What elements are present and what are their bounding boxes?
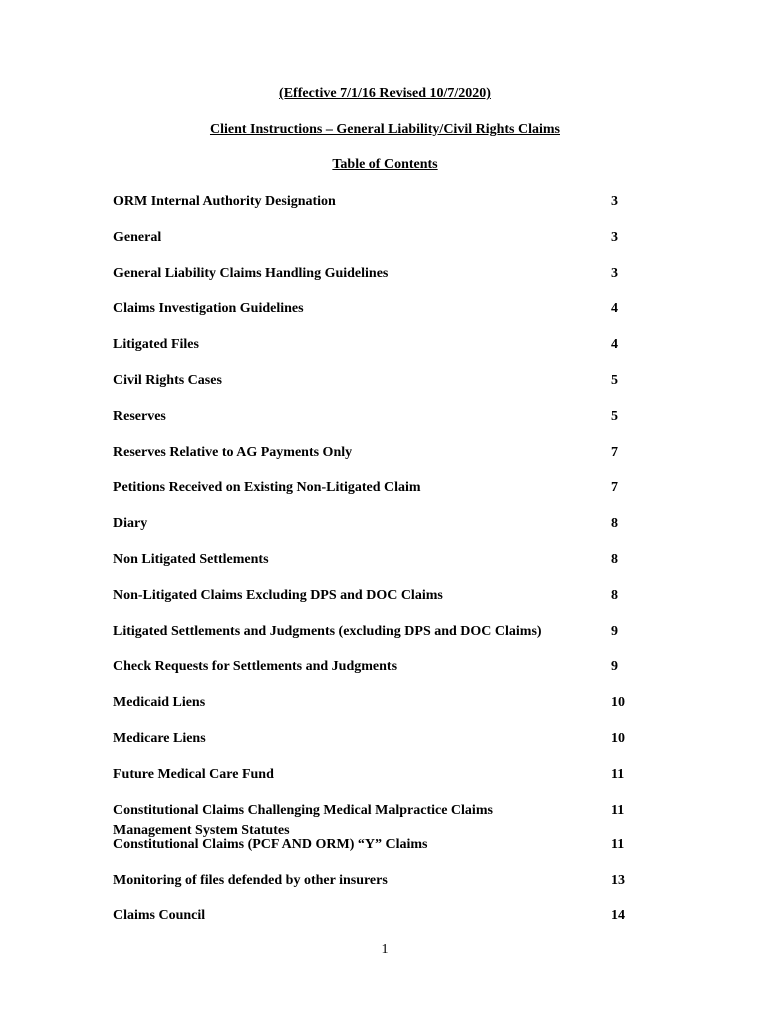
- toc-entry-title-line: Claims Council: [113, 908, 206, 924]
- toc-entry-title-line: Monitoring of files defended by other insurers: [113, 872, 388, 888]
- toc-entry-page-number: 8: [611, 552, 618, 567]
- toc-entry-page-number: 9: [611, 659, 618, 675]
- toc-entry-page-number: 4: [611, 337, 618, 353]
- toc-heading: Table of Contents: [332, 157, 438, 172]
- effective-date-heading: (Effective 7/1/16 Revised 10/7/2020): [279, 86, 491, 101]
- toc-entry-title: [113, 335, 593, 355]
- toc-entry-page-number: 14: [611, 908, 625, 924]
- toc-entry-title-line: General Liability Claims Handling Guidelines: [113, 265, 389, 281]
- toc-entry-page-number: 5: [611, 373, 618, 388]
- toc-entry-page-number: 11: [611, 836, 625, 852]
- toc-entry: [113, 228, 633, 248]
- toc-entry-title: [113, 906, 593, 926]
- toc-entry-title: [113, 407, 593, 427]
- toc-entry: [113, 871, 633, 891]
- page-number: 1: [381, 942, 389, 957]
- toc-entry-page-number: 4: [611, 301, 618, 317]
- toc-entry: [113, 729, 633, 749]
- toc-entry-title: [113, 693, 593, 713]
- toc-entry: [113, 835, 633, 855]
- toc-entry: [113, 478, 633, 498]
- toc-entry: [113, 514, 633, 534]
- toc-entry-page-number: 7: [611, 444, 618, 460]
- toc-entry-page-number: 3: [611, 194, 618, 209]
- toc-entry-title-line: Non Litigated Settlements: [113, 552, 269, 567]
- toc-entry-title: [113, 299, 593, 319]
- toc-entry-page-number: 8: [611, 587, 618, 603]
- toc-entry: [113, 906, 633, 926]
- toc-entry-title-line: Claims Investigation Guidelines: [113, 301, 304, 317]
- toc-entry: [113, 765, 633, 785]
- toc-entry-title: [113, 228, 593, 248]
- toc-entry: [113, 693, 633, 713]
- toc-entry-page-number: 7: [611, 480, 618, 496]
- toc-entry-title: [113, 371, 593, 391]
- toc-entry: [113, 586, 633, 606]
- toc-entry-title-line: Diary: [113, 516, 148, 532]
- toc-entry: [113, 192, 633, 212]
- toc-entry-title: [113, 586, 593, 606]
- toc-entry: [113, 335, 633, 355]
- toc-entry-title: [113, 514, 593, 534]
- toc-entry-page-number: 3: [611, 265, 618, 281]
- toc-entry-title-line: Non-Litigated Claims Excluding DPS and DOC Claims: [113, 587, 443, 603]
- toc-entry-title: [113, 550, 593, 570]
- toc-entry-title-line: General: [113, 229, 162, 245]
- toc-entry-title-line: Constitutional Claims Challenging Medical Malpractice Claims: [113, 802, 493, 818]
- toc-entry-title-line: Litigated Settlements and Judgments (excluding DPS and DOC Claims): [113, 623, 542, 639]
- toc-entry-title: [113, 765, 593, 785]
- toc-entry-title: [113, 729, 593, 749]
- toc-entry-title: [113, 871, 593, 891]
- toc-entry-title: [113, 192, 593, 212]
- toc-entry-page-number: 3: [611, 229, 618, 245]
- toc-entry: [113, 371, 633, 391]
- toc-entry-title: [113, 443, 593, 463]
- toc-entry-title: [113, 478, 593, 498]
- toc-entry-title: [113, 622, 593, 642]
- toc-entry-page-number: 10: [611, 695, 625, 711]
- toc-entry-page-number: 11: [611, 766, 625, 782]
- toc-entry-page-number: 11: [611, 802, 625, 818]
- toc-entry-page-number: 5: [611, 408, 618, 424]
- toc-entry-title-line: Constitutional Claims (PCF AND ORM) “Y” Claims: [113, 836, 428, 852]
- toc-entry-title: [113, 264, 593, 284]
- toc-entry-title-line: ORM Internal Authority Designation: [113, 194, 336, 209]
- toc-entry: [113, 622, 633, 642]
- toc-entry-title-line: Civil Rights Cases: [113, 373, 222, 388]
- toc-entry-title-line: Petitions Received on Existing Non-Litigated Claim: [113, 480, 421, 496]
- toc-entry-title-line: Future Medical Care Fund: [113, 766, 274, 782]
- toc-entry-page-number: 8: [611, 516, 618, 532]
- toc-entry-title: [113, 657, 593, 677]
- toc-entry: [113, 657, 633, 677]
- toc-entry-title-line: Medicare Liens: [113, 731, 206, 746]
- toc-entry: [113, 299, 633, 319]
- toc-entry-title-line: Check Requests for Settlements and Judgments: [113, 659, 398, 675]
- toc-entry-title-line: Reserves Relative to AG Payments Only: [113, 444, 353, 460]
- toc-entry: [113, 550, 633, 570]
- toc-entry-title-line: Management System Statutes: [113, 822, 290, 838]
- toc-entry-title-line: Reserves: [113, 408, 166, 424]
- toc-entry: [113, 443, 633, 463]
- toc-entry-page-number: 10: [611, 731, 625, 746]
- toc-entry: [113, 264, 633, 284]
- toc-entry-title: [113, 835, 593, 855]
- toc-entry-page-number: 9: [611, 623, 618, 639]
- toc-entry-page-number: 13: [611, 872, 625, 888]
- toc-entry: [113, 407, 633, 427]
- document-title: Client Instructions – General Liability/Civil Rights Claims: [209, 122, 560, 137]
- toc-entry-title-line: Litigated Files: [113, 337, 199, 353]
- toc-entry-title-line: Medicaid Liens: [113, 695, 206, 711]
